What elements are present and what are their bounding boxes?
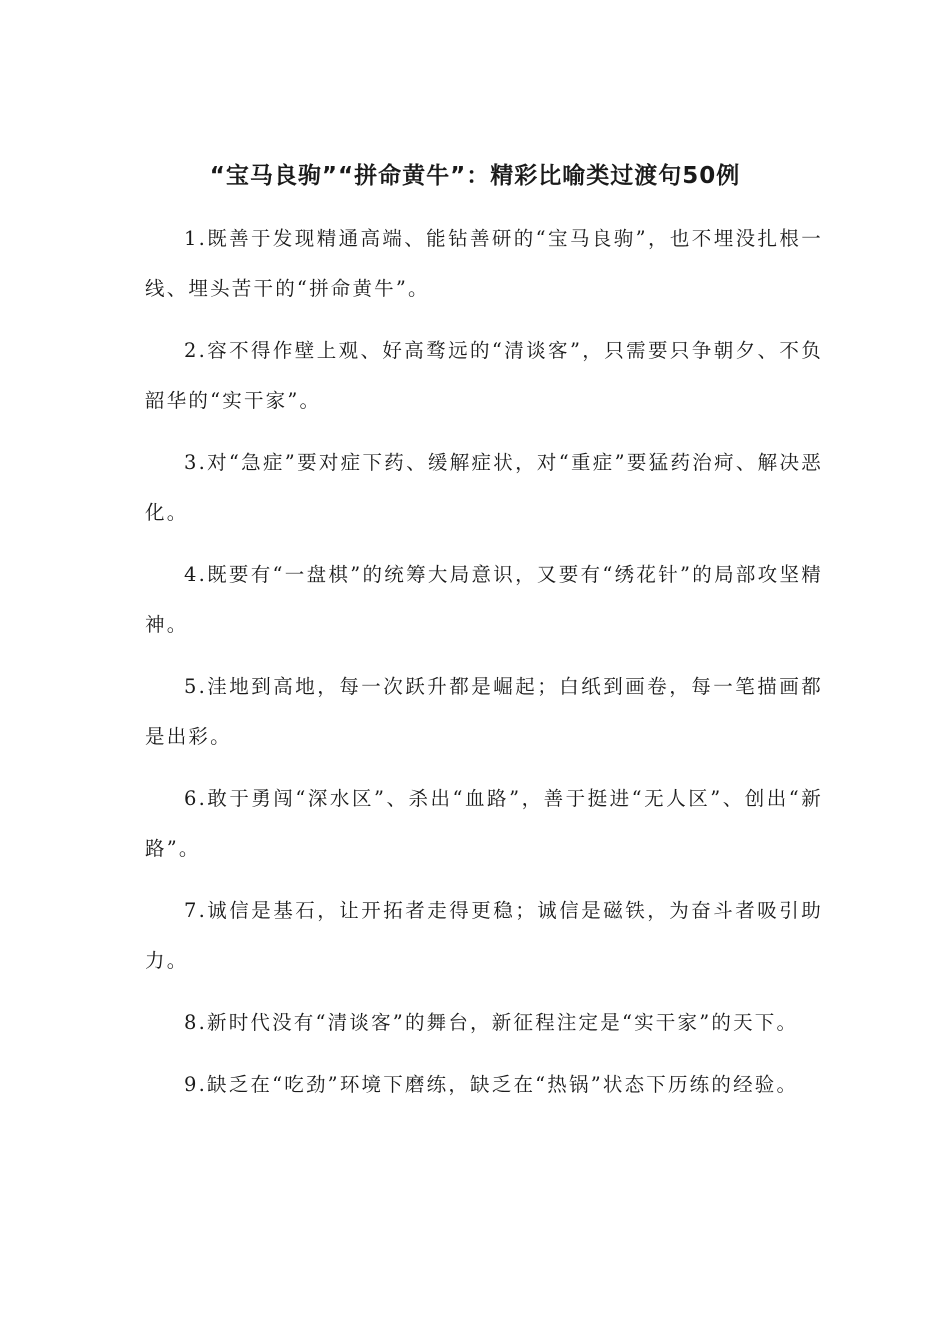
paragraph-1: 1.既善于发现精通高端、能钻善研的“宝马良驹”，也不埋没扎根一线、埋头苦干的“拼命黄牛”。	[145, 227, 823, 300]
paragraph-8: 8.新时代没有“清谈客”的舞台，新征程注定是“实干家”的天下。	[184, 1011, 799, 1034]
paragraph-7: 7.诚信是基石，让开拓者走得更稳；诚信是磁铁，为奋斗者吸引助力。	[145, 899, 823, 972]
paragraph-6: 6.敢于勇闯“深水区”、杀出“血路”，善于挺进“无人区”、创出“新路”。	[145, 787, 823, 860]
paragraph-2: 2.容不得作壁上观、好高骛远的“清谈客”，只需要只争朝夕、不负韶华的“实干家”。	[145, 339, 823, 412]
document-body	[145, 214, 823, 1122]
paragraph-5: 5.洼地到高地，每一次跃升都是崛起；白纸到画卷，每一笔描画都是出彩。	[145, 675, 823, 748]
document-title: “宝马良驹”“拼命黄牛”：精彩比喻类过渡句50例	[209, 163, 741, 189]
paragraph-4: 4.既要有“一盘棋”的统筹大局意识，又要有“绣花针”的局部攻坚精神。	[145, 563, 823, 636]
paragraph-9: 9.缺乏在“吃劲”环境下磨练，缺乏在“热锅”状态下历练的经验。	[184, 1073, 799, 1096]
paragraph-3: 3.对“急症”要对症下药、缓解症状，对“重症”要猛药治疴、解决恶化。	[145, 451, 823, 524]
